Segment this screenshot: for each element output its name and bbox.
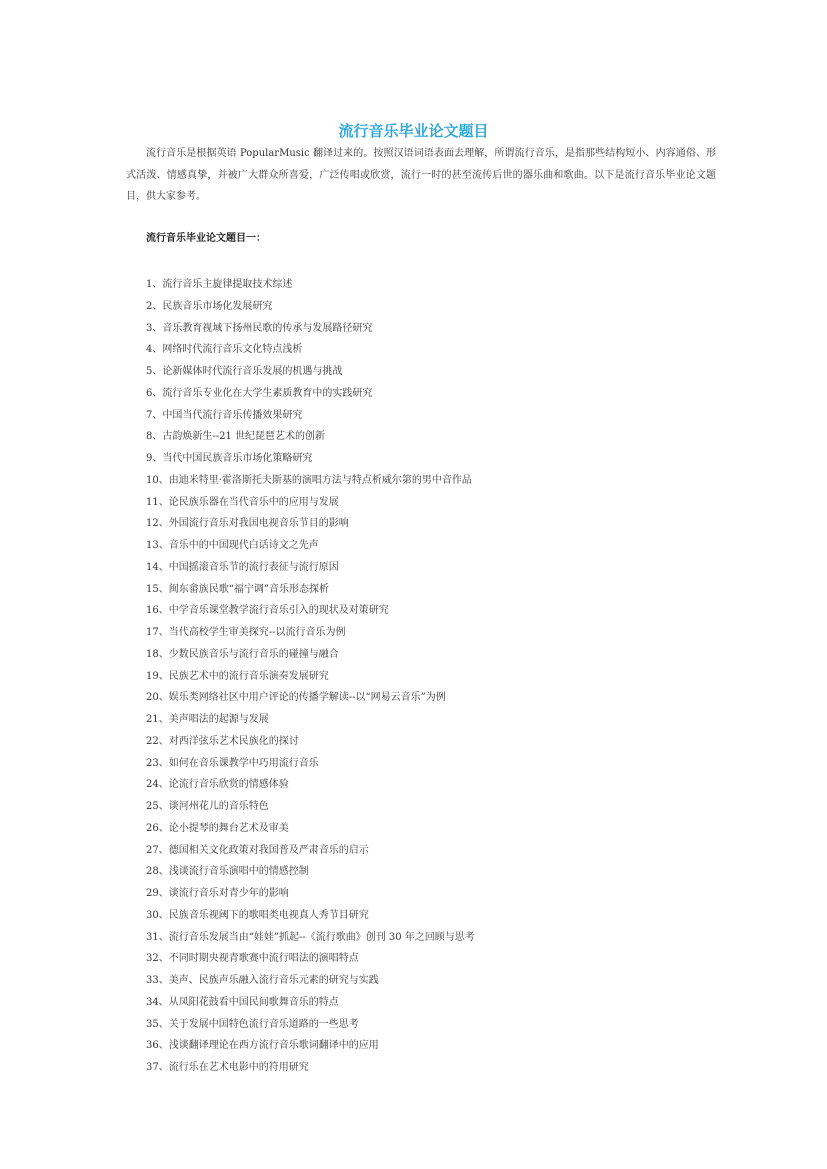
document-title: 流行音乐毕业论文题目 xyxy=(338,122,489,140)
list-item: 28、浅谈流行音乐演唱中的情感控制 xyxy=(146,866,309,878)
list-item: 17、当代高校学生审美探究--以流行音乐为例 xyxy=(146,627,346,638)
list-item: 20、娱乐类网络社区中用户评论的传播学解读--以“网易云音乐”为例 xyxy=(146,692,446,704)
list-item: 23、如何在音乐课教学中巧用流行音乐 xyxy=(146,757,319,769)
list-item: 29、谈流行音乐对青少年的影响 xyxy=(146,888,289,899)
list-item: 2、民族音乐市场化发展研究 xyxy=(146,300,273,312)
list-item: 7、中国当代流行音乐传播效果研究 xyxy=(146,409,303,421)
list-item: 19、民族艺术中的流行音乐演奏发展研究 xyxy=(146,670,329,682)
list-item: 16、中学音乐课堂教学流行音乐引入的现状及对策研究 xyxy=(146,605,389,617)
list-item: 25、谈河州花儿的音乐特色 xyxy=(146,801,269,812)
list-item: 22、对西洋弦乐艺术民族化的探讨 xyxy=(146,735,299,747)
list-item: 34、从凤阳花鼓看中国民间歌舞音乐的特点 xyxy=(146,996,339,1008)
section-heading: 流行音乐毕业论文题目一： xyxy=(146,233,266,244)
list-item: 32、不同时期央视青歌赛中流行唱法的演唱特点 xyxy=(146,953,359,965)
list-item: 6、流行音乐专业化在大学生素质教育中的实践研究 xyxy=(146,387,373,399)
topic-list xyxy=(146,274,475,1079)
list-item: 9、当代中国民族音乐市场化策略研究 xyxy=(146,453,313,464)
list-item: 13、音乐中的中国现代白话诗文之先声 xyxy=(146,540,319,551)
list-item: 5、论新媒体时代流行音乐发展的机遇与挑战 xyxy=(146,366,343,377)
list-item: 37、流行乐在艺术电影中的符用研究 xyxy=(146,1062,309,1073)
intro-paragraph: 流行音乐是根据英语 PopularMusic 翻译过来的。按照汉语词语表面去理解，所谓流行音乐，是指那些结构短小、内容通俗、形式活泼、情感真挚，并被广大群众所喜爱，广泛传唱或欣赏，流行一时的甚至流传后世的器乐曲和歌曲。以下是流行音乐毕业论文题目，供大家参考。 xyxy=(126,148,716,202)
list-item: 27、德国相关文化政策对我国普及严肃音乐的启示 xyxy=(146,844,369,856)
list-item: 18、少数民族音乐与流行音乐的碰撞与融合 xyxy=(146,648,339,660)
list-item: 36、浅谈翻译理论在西方流行音乐歌词翻译中的应用 xyxy=(146,1040,379,1052)
list-item: 31、流行音乐发展当由“娃娃”抓起--《流行歌曲》创刊 30 年之回顾与思考 xyxy=(146,931,475,943)
list-item: 24、论流行音乐欣赏的情感体验 xyxy=(146,779,289,791)
list-item: 30、民族音乐视阈下的歌唱类电视真人秀节目研究 xyxy=(146,909,369,921)
list-item: 3、音乐教育视域下扬州民歌的传承与发展路径研究 xyxy=(146,322,373,334)
list-item: 26、论小提琴的舞台艺术及审美 xyxy=(146,822,289,834)
list-item: 1、流行音乐主旋律提取技术综述 xyxy=(146,279,293,290)
list-item: 12、外国流行音乐对我国电视音乐节目的影响 xyxy=(146,518,349,530)
list-item: 33、美声、民族声乐融入流行音乐元素的研究与实践 xyxy=(146,975,379,986)
list-item: 21、美声唱法的起源与发展 xyxy=(146,714,269,725)
list-item: 35、关于发展中国特色流行音乐道路的一些思考 xyxy=(146,1018,359,1030)
list-item: 4、网络时代流行音乐文化特点浅析 xyxy=(146,344,303,356)
list-item: 15、闽东畲族民歌“福宁调”音乐形态探析 xyxy=(146,583,329,595)
list-item: 14、中国摇滚音乐节的流行表征与流行原因 xyxy=(146,561,339,573)
list-item: 8、古韵焕新生--21 世纪琵琶艺术的创新 xyxy=(146,431,326,443)
list-item: 10、由迪米特里·霍洛斯托夫斯基的演唱方法与特点析威尔第的男中音作品 xyxy=(146,474,472,486)
list-item: 11、论民族乐器在当代音乐中的应用与发展 xyxy=(146,496,339,508)
